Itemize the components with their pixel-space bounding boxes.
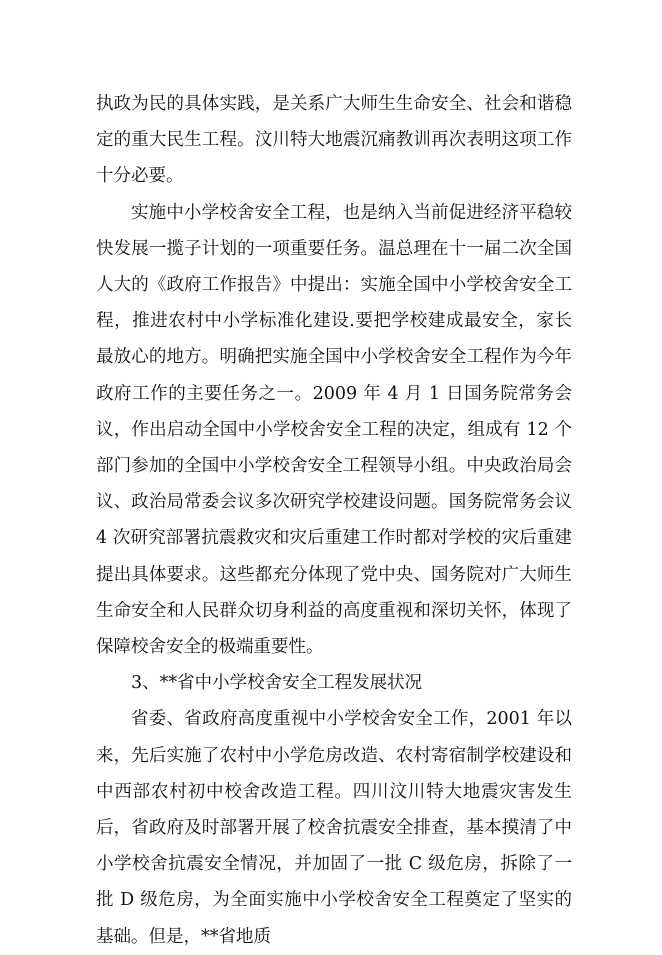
document-body	[96, 86, 572, 955]
paragraph-continuation: 执政为民的具体实践，是关系广大师生生命安全、社会和谐稳定的重大民生工程。汶川特大地震沉痛教训再次表明这项工作十分必要。	[96, 94, 572, 187]
section-heading: 3、**省中小学校舍安全工程发展状况	[131, 673, 423, 694]
paragraph-school-safety-project: 实施中小学校舍安全工程，也是纳入当前促进经济平稳较快发展一揽子计划的一项重要任务。温总理在十一届二次全国人大的《政府工作报告》中提出：实施全国中小学校舍安全工程，推进农村中小学标准化建设.要把学校建成最安全，家长最放心的地方。明确把实施全国中小学校舍安全工程作为今年政府工作的主要任务之一。2009 年 4 月 1 日国务院常务会议，作出启动全国中小学校舍安全工程的决定，组成有 12 个部门参加的全国中小学校舍安全工程领导小组。中央政治局会议、政治局常委会议多次研究学校建设问题。国务院常务会议 4 次研究部署抗震救灾和灾后重建工作时都对学校的灾后重建提出具体要求。这些都充分体现了党中央、国务院对广大师生生命安全和人民群众切身利益的高度重视和深切关怀，体现了保障校舍安全的极端重要性。	[96, 202, 572, 658]
paragraph-province-status: 省委、省政府高度重视中小学校舍安全工作，2001 年以来，先后实施了农村中小学危房改造、农村寄宿制学校建设和中西部农村初中校舍改造工程。四川汶川特大地震灾害发生后，省政府及时部署开展了校舍抗震安全排查，基本摸清了中小学校舍抗震安全情况，并加固了一批 C 级危房，拆除了一批 D 级危房，为全面实施中小学校舍安全工程奠定了坚实的基础。但是，**省地质	[96, 709, 572, 947]
